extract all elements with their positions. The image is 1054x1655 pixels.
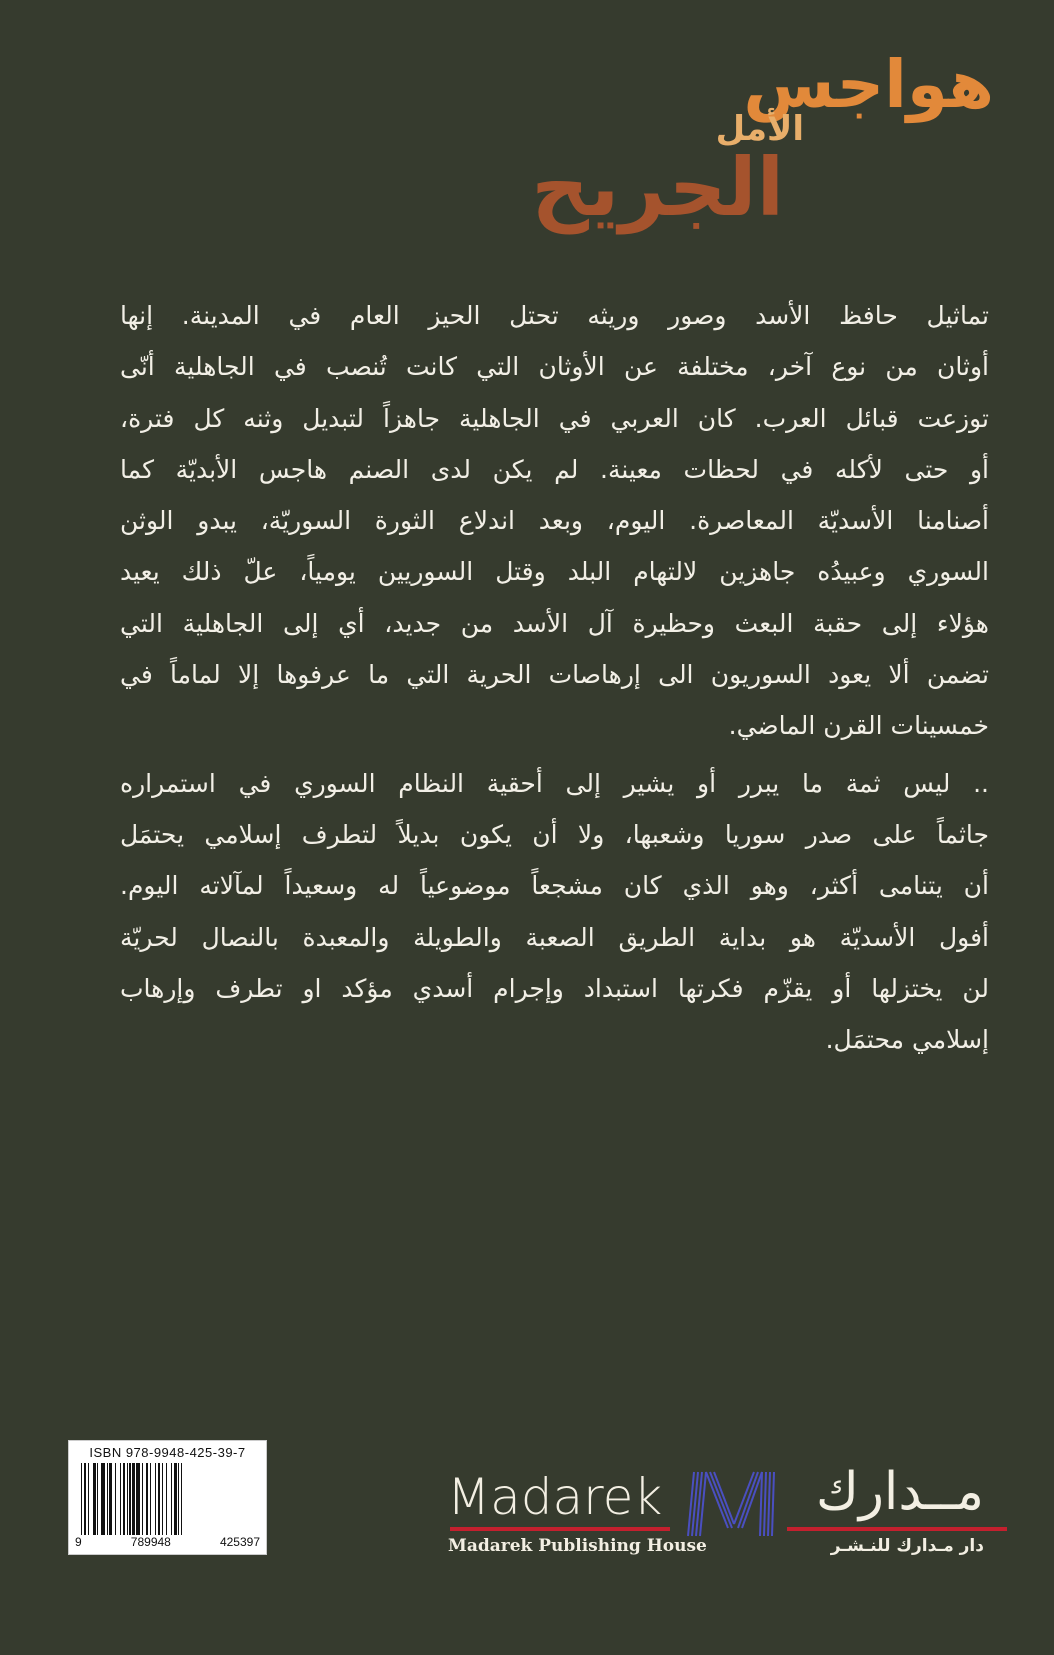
publisher-rule-ar bbox=[787, 1527, 1007, 1531]
publisher-name-ar: مــدارك bbox=[815, 1462, 984, 1522]
barcode-bars bbox=[81, 1463, 256, 1535]
barcode-digits bbox=[69, 1535, 266, 1549]
blurb-line: أوثان من نوع آخر، مختلفة عن الأوثان التي كانت تُنصب في الجاهلية أنّى bbox=[120, 352, 989, 382]
blurb-line: هؤلاء إلى حقبة البعث وحظيرة آل الأسد من جديد، أي إلى الجاهلية التي bbox=[120, 608, 989, 638]
blurb-line: خمسينات القرن الماضي. bbox=[728, 711, 989, 741]
publisher-name-en: Madarek bbox=[447, 1468, 663, 1526]
blurb-line: أصنامنا الأسديّة المعاصرة. اليوم، وبعد اندلاع الثورة السوريّة، يبدو الوثن bbox=[120, 506, 989, 536]
blurb-paragraph-1 bbox=[120, 290, 989, 752]
book-title-line-2: الأمل bbox=[715, 109, 804, 149]
barcode bbox=[68, 1440, 267, 1555]
blurb-line: تضمن ألا يعود السوريون الى إرهاصات الحرية التي ما عرفوها إلا لماماً في bbox=[120, 660, 989, 690]
blurb-line: توزعت قبائل العرب. كان العربي في الجاهلية جاهزاً لتبديل وثنه كل فترة، bbox=[120, 403, 989, 433]
barcode-digits-left: 789948 bbox=[130, 1535, 171, 1549]
book-title-line-3: الجريح bbox=[531, 141, 784, 234]
blurb-line: أفول الأسديّة هو بداية الطريق الصعبة والطويلة والمعبدة بالنصال لحريّة bbox=[120, 922, 989, 952]
blurb-paragraph-2 bbox=[120, 758, 989, 1066]
blurb-line: إسلامي محتمَل. bbox=[825, 1025, 989, 1055]
blurb-line: السوري وعبيدُه جاهزين لالتهام البلد وقتل السوريين يومياً، علّ ذلك يعيد bbox=[120, 557, 989, 587]
blurb-line: جاثماً على صدر سوريا وشعبها، ولا أن يكون بديلاً لتطرف إسلامي يحتمَل bbox=[120, 819, 989, 849]
barcode-digit-lead: 9 bbox=[75, 1535, 82, 1549]
blurb bbox=[120, 290, 989, 1071]
barcode-digits-right: 425397 bbox=[219, 1535, 260, 1549]
blurb-line: .. ليس ثمة ما يبرر أو يشير إلى أحقية النظام السوري في استمراره bbox=[120, 768, 989, 798]
book-title-line-1: هواجس bbox=[743, 46, 994, 123]
publisher-subtitle-en: Madarek Publishing House bbox=[448, 1536, 707, 1556]
publisher-subtitle-ar: دار مـدارك للنـشـر bbox=[830, 1536, 984, 1556]
blurb-line: تماثيل حافظ الأسد وصور وريثه تحتل الحيز العام في المدينة. إنها bbox=[120, 301, 989, 330]
publisher-rule-en bbox=[450, 1527, 670, 1531]
blurb-line: أن يتنامى أكثر، وهو الذي كان مشجعاً موضوعياً له وسعيداً لمآلاته اليوم. bbox=[120, 871, 989, 901]
barcode-bar bbox=[181, 1463, 182, 1535]
blurb-line: لن يختزلها أو يقزّم فكرتها استبداد وإجرام أسدي مؤكد او تطرف وإرهاب bbox=[120, 973, 989, 1003]
isbn-label: ISBN 978-9948-425-39-7 bbox=[89, 1445, 246, 1460]
blurb-line: أو حتى لأكله في لحظات معينة. لم يكن لدى الصنم هاجس الأبديّة كما bbox=[120, 454, 989, 484]
publisher-m-logo-icon bbox=[684, 1468, 776, 1538]
